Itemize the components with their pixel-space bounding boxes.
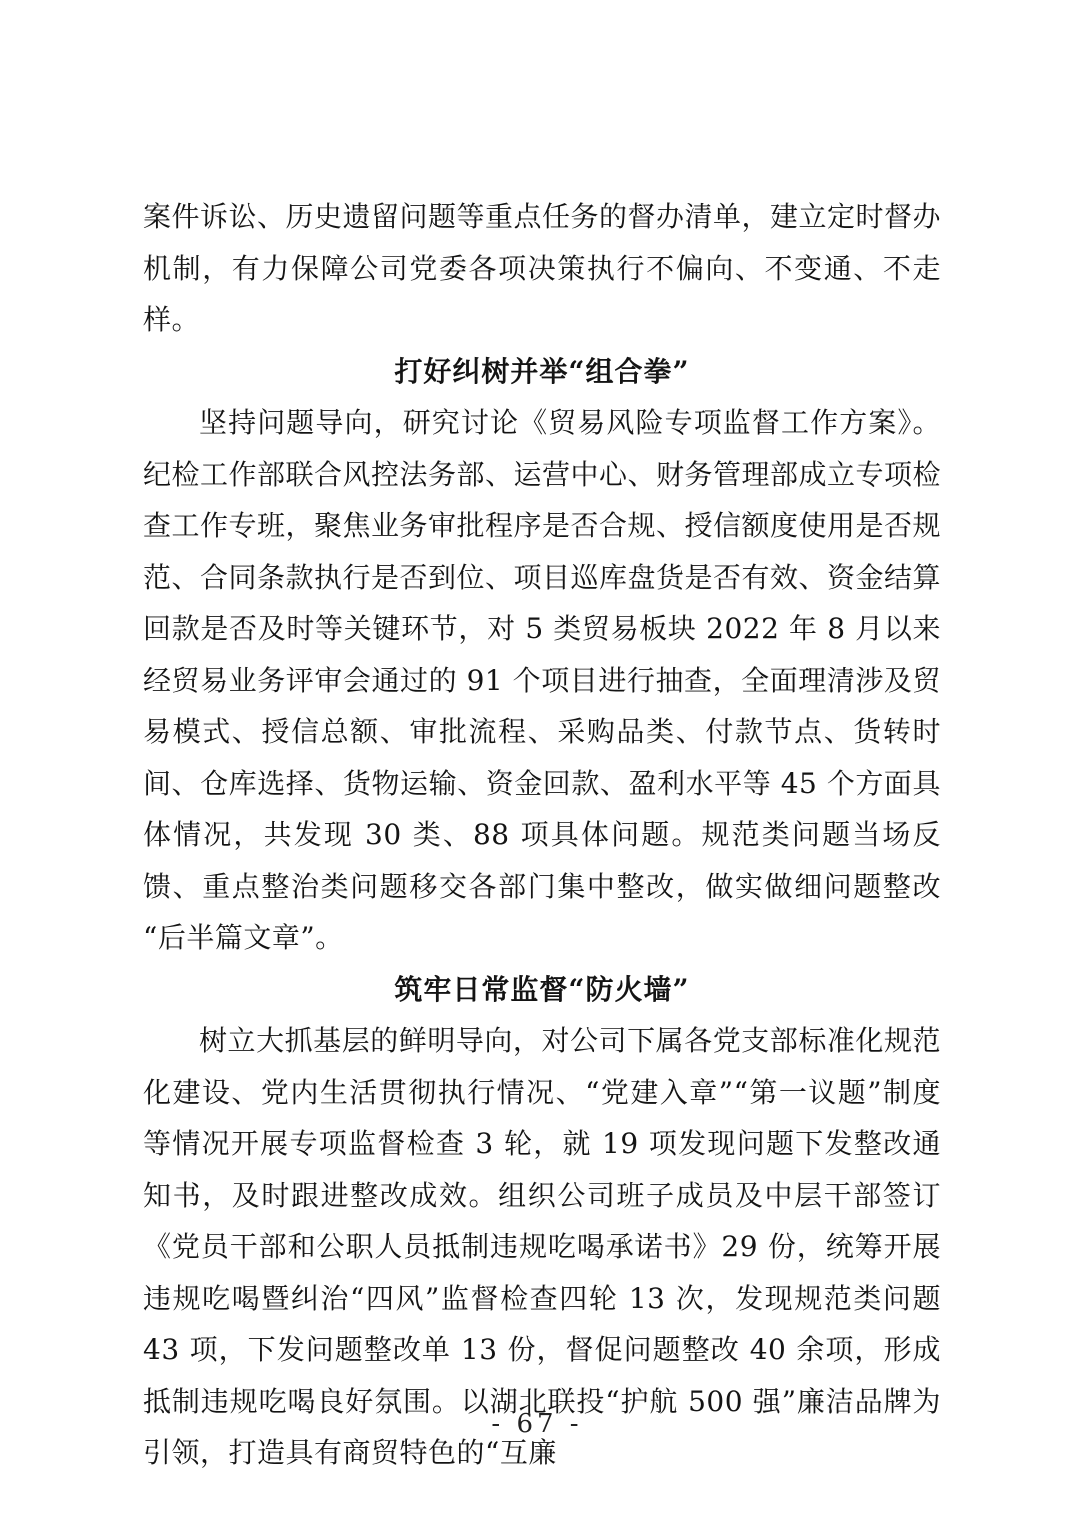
section-heading-1: 打好纠树并举“组合拳” [394,354,690,388]
page-number: - 67 - [491,1409,583,1439]
paragraph-section-1: 坚持问题导向，研究讨论《贸易风险专项监督工作方案》。纪检工作部联合风控法务部、运营中心、财务管理部成立专项检查工作专班，聚焦业务审批程序是否合规、授信额度使用是否规范、合同条款执行是否到位、项目巡库盘货是否有效、资金结算回款是否及时等关键环节，对 5 类贸易板块 2022 年 8 月以来经贸易业务评审会通过的 91 个项目进行抽查，全面理清涉及贸易模式、授信总额、审批流程、采购品类、付款节点、货转时间、仓库选择、货物运输、资金回款、盈利水平等 45 个方面具体情况，共发现 30 类、88 项具体问题。规范类问题当场反馈、重点整治类问题移交各部门集中整改，做实做细问题整改“后半篇文章”。 [143,406,942,954]
paragraph-section-2: 树立大抓基层的鲜明导向，对公司下属各党支部标准化规范化建设、党内生活贯彻执行情况、“党建入章”“第一议题”制度等情况开展专项监督检查 3 轮，就 19 项发现问题下发整改通知书，及时跟进整改成效。组织公司班子成员及中层干部签订《党员干部和公职人员抵制违规吃喝承诺书》29 份，统筹开展违规吃喝暨纠治“四风”监督检查四轮 13 次，发现规范类问题 43 项，下发问题整改单 13 份，督促问题整改 40 余项，形成抵制违规吃喝良好氛围。以湖北联投“护航 500 强”廉洁品牌为引领，打造具有商贸特色的“互廉 [143,1024,941,1469]
document-body [143,191,941,1479]
section-heading-2: 筑牢日常监督“防火墙” [394,972,690,1006]
paragraph-continued: 案件诉讼、历史遗留问题等重点任务的督办清单，建立定时督办机制，有力保障公司党委各项决策执行不偏向、不变通、不走样。 [143,200,942,336]
